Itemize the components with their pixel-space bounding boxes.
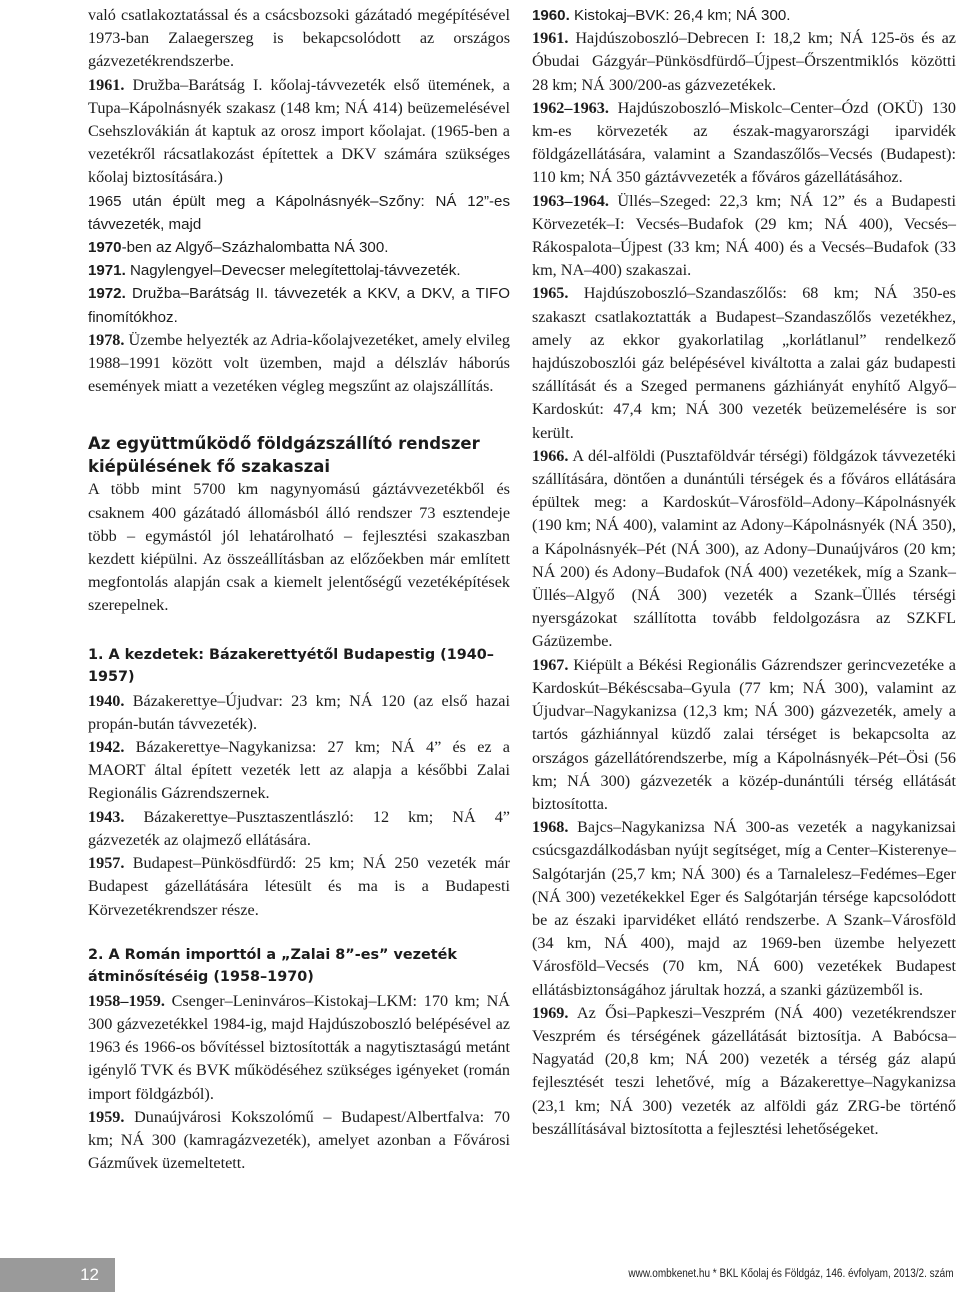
paragraph-1971 bbox=[88, 259, 510, 282]
paragraph-1970 bbox=[88, 236, 510, 259]
entry-text: Kiépült a Békési Regionális Gázrendszer gerincvezetéke a Kardoskút–Békéscsaba–Gyula (77 km; NÁ 300), valamint az Újudvar–Nagykanizsa (12,3 km; NÁ 300) gázvezeték, amely a tartós gázhiánnyal küzdő zalai térséget is bekapcsolta az országos gázellátórendszerbe, míg a Kápolnásnyék–Pét–Ösi (56 km; NÁ 300) gázvezeték a közép-dunántúli térség ellátását biztosította. bbox=[532, 655, 956, 813]
entry-text: Üzembe helyezték az Adria-kőolajvezetéket, amely elvileg 1988–1991 között volt üzemben, majd a délszláv háborús események miatt a vezetéken végleg megszűnt az olajszállítás. bbox=[88, 330, 510, 396]
entry-1965 bbox=[532, 282, 956, 444]
paragraph-1972 bbox=[88, 282, 510, 328]
subsection-heading-2: 2. A Román importtól a „Zalai 8”-es” vezeték átminősítéséig (1958–1970) bbox=[88, 946, 457, 985]
entry-1961 bbox=[532, 27, 956, 97]
entry-1963 bbox=[532, 190, 956, 283]
entry-text: Bajcs–Nagykanizsa NÁ 300-as vezeték a nagykanizsai csúcsgazdálkodásban nyújt segítséget, míg a Center–Kisterenye–Salgótarján (25,7 km; NÁ 300) és a Tarnalelesz–Fedémes–Eger (NÁ 300) vezetékekkel Eger és Salgótarján térsége kapcsolódott be az északi iparvidéket ellátó rendszerbe. A Szank–Városföld (34 km, NÁ 400), majd az 1969-ben üzembe helyezett Városföld–Vecsés (70 km, NÁ 600) vezetékek Budapest ellátásbiztonságához járultak hozzá, a szanki gázüzemből is. bbox=[532, 818, 956, 999]
entry-text: Csenger–Leninváros–Kistokaj–LKM: 170 km; NÁ 300 gázvezetékkel 1984-ig, majd Hajdúszoboszló belépésével az 1963 és 1966-os bővítéssel biztosították a nagytisztaságú metánt igénylő TVK és BVK működéséhez szükséges igényeket (román import földgázból). bbox=[88, 991, 510, 1103]
entry-1940 bbox=[88, 690, 510, 736]
entry-1960 bbox=[532, 4, 956, 27]
left-column bbox=[88, 4, 510, 1175]
entry-1957 bbox=[88, 852, 510, 922]
year-label: 1971. bbox=[88, 262, 126, 280]
entry-text: Hajdúszoboszló–Debrecen I: 18,2 km; NÁ 125-ös és az Óbudai Gázgyár–Pünkösdfürdő–Újpest–Őrszentmiklós közötti 28 km; NÁ 300/200-as gázvezetékek. bbox=[532, 29, 956, 94]
entry-text: Az Ősi–Papkeszi–Veszprém (NÁ 400) vezetékrendszer Veszprém és térségének gázellátását biztosítja. A Babócsa–Nagyatád (20,8 km; NÁ 200) vezeték a térség gáz alapú fejlesztését teszi lehetővé, míg a Bázakerettye–Nagykanizsa (23,1 km; NÁ 300) vezeték az alföldi gáz ZRG-be történő beszállításával biztosította a fejlesztési lehetőségeket. bbox=[532, 1003, 956, 1138]
paragraph-1961 bbox=[88, 74, 510, 190]
year-label: 1965. bbox=[532, 284, 569, 303]
intro-paragraph: A több mint 5700 km nagynyomású gáztávvezetékből és csaknem 400 gázátadó állomásból álló rendszer 73 esztendeje több – egymástól jól lehatárolható – fejlesztési szakaszban kezdett kiépülni. Az összeállításban az előzőekben már említett megfontolás alapján csak a kiemelt jelentőségű vezetéképítések szerepelnek. bbox=[88, 480, 510, 615]
entry-text: Budapest–Pünkösdfürdő: 25 km; NÁ 250 vezeték már Budapest gázellátására létesült és ma is a Budapesti Körvezetékrendszer része. bbox=[88, 854, 510, 919]
right-column bbox=[532, 4, 956, 1141]
year-label: 1957. bbox=[88, 854, 125, 873]
entry-1967 bbox=[532, 654, 956, 816]
entry-text: Bázakerettye–Újudvar: 23 km; NÁ 120 (az első hazai propán-bután távvezeték). bbox=[88, 691, 510, 733]
entry-text: Družba–Barátság II. távvezeték a KKV, a DKV, a TIFO finomítókhoz. bbox=[88, 285, 510, 326]
entry-1968 bbox=[532, 816, 956, 1002]
year-label: 1959. bbox=[88, 1107, 125, 1126]
page-number: 12 bbox=[0, 1258, 115, 1292]
year-label: 1943. bbox=[88, 807, 125, 826]
entry-text: Nagylengyel–Devecser melegítettolaj-távvezeték. bbox=[125, 262, 461, 280]
entry-text: Hajdúszoboszló–Szandaszőlős: 68 km; NÁ 350-es szakaszt csatlakoztatták a Budapest–Szandaszőlős vezetékhez, amely az ekkor gyakorlatilag „korlátlanul” rendelkező hajdúszoboszlói gáz belépésével kiváltotta a zalai gáz budapesti szállítását és a Szeged permanens gázhiányát enyhítő Algyő–Kardoskút: 47,4 km; NÁ 300 vezeték beüzemelésére is sor került. bbox=[532, 284, 956, 442]
year-label: 1969. bbox=[532, 1003, 569, 1022]
year-label: 1942. bbox=[88, 738, 125, 757]
entry-1958 bbox=[88, 990, 510, 1106]
year-label: 1961. bbox=[88, 75, 125, 94]
year-label: 1970 bbox=[88, 239, 122, 257]
entry-1962 bbox=[532, 97, 956, 190]
year-label: 1978. bbox=[88, 330, 125, 349]
entry-1943 bbox=[88, 806, 510, 852]
entry-1969 bbox=[532, 1002, 956, 1141]
entry-1959 bbox=[88, 1106, 510, 1176]
footer-citation: www.ombkenet.hu * BKL Kőolaj és Földgáz, 146. évfolyam, 2013/2. szám bbox=[628, 1266, 954, 1280]
entry-1966 bbox=[532, 445, 956, 654]
year-label: 1962–1963. bbox=[532, 98, 609, 117]
entry-text: Bázakerettye–Pusztaszentlászló: 12 km; NÁ 4” gázvezeték az olajmező ellátására. bbox=[88, 807, 510, 849]
subsection-heading-1: 1. A kezdetek: Bázakerettyétől Budapestig (1940–1957) bbox=[88, 646, 494, 685]
year-label: 1968. bbox=[532, 818, 569, 837]
year-label: 1966. bbox=[532, 446, 569, 465]
year-label: 1963–1964. bbox=[532, 191, 609, 210]
entry-text: A dél-alföldi (Pusztaföldvár térségi) földgázok távvezetéki szállítására, döntően a dunántúli térségek és a főváros ellátására épültek meg: a Kardoskút–Városföld–Adony–Kápolnásnyék (190 km; NÁ 400), valamint az Adony–Kápolnásnyék (NÁ 350), a Kápolnásnyék–Pét (NÁ 300), az Adony–Dunaújváros (20 km; NÁ 200) és Adony–Budafok (NÁ 400) vezetékek, míg a Szank–Üllés–Algyő (NÁ 300) vezeték a Szank–Üllés térségi nyersgázokat szállította tovább feldolgozásra az SZKFL Gázüzembe. bbox=[532, 446, 956, 651]
entry-text: Bázakerettye–Nagykanizsa: 27 km; NÁ 4” és ez a MAORT által épített vezeték lett az alapja a későbbi Zalai Regionális Gázrendszernek. bbox=[88, 738, 510, 803]
year-label: 1940. bbox=[88, 691, 125, 710]
section-heading: Az együttműködő földgázszállító rendszer kiépülésének fő szakaszai bbox=[88, 434, 480, 477]
year-label: 1960. bbox=[532, 7, 570, 24]
entry-text: Kistokaj–BVK: 26,4 km; NÁ 300. bbox=[569, 7, 791, 24]
paragraph: való csatlakoztatással és a csácsbozsoki gázátadó megépítésével 1973-ban Zalaegerszeg is bekapcsolódott az országos gázvezetékrendszerbe. bbox=[88, 6, 510, 71]
entry-text: Dunaújvárosi Kokszolómű – Budapest/Albertfalva: 70 km; NÁ 300 (kamragázvezeték), amelyet azonban a Fővárosi Gázművek üzemeltetett. bbox=[88, 1107, 510, 1173]
entry-text: Üllés–Szeged: 22,3 km; NÁ 12” és a Budapesti Körvezeték–I: Vecsés–Budafok (29 km; NÁ 400), Vecsés–Rákospalota–Újpest (33 km; NÁ 400) és a Vecsés–Budafok (33 km, NA–400) szakaszai. bbox=[532, 191, 956, 280]
entry-1942 bbox=[88, 736, 510, 806]
year-label: 1967. bbox=[532, 655, 569, 674]
paragraph-1965: 1965 után épült meg a Kápolnásnyék–Szőny: NÁ 12”-es távvezeték, majd bbox=[88, 192, 510, 233]
entry-text: Hajdúszoboszló–Miskolc–Center–Ózd (OKÜ) 130 km-es körvezeték az észak-magyarországi iparvidék földgázellátására, valamint a Szandaszőlős–Vecsés (Budapest): 110 km; NÁ 350 gáztávvezeték a főváros gázellátásához. bbox=[532, 98, 956, 187]
paragraph-1978 bbox=[88, 329, 510, 399]
entry-text: Družba–Barátság I. kőolaj-távvezeték első ütemének, a Tupa–Kápolnásnyék szakasz (148 km; NÁ 414) beüzemelésével Csehszlovákián át kaptuk az orosz import kőolajat. (1965-ben a vezetékről rácsatlakozást építettek a DKV számára szükséges kőolaj biztosítására.) bbox=[88, 75, 510, 187]
entry-text: -ben az Algyő–Százhalombatta NÁ 300. bbox=[121, 239, 389, 257]
year-label: 1972. bbox=[88, 285, 126, 303]
year-label: 1958–1959. bbox=[88, 991, 165, 1010]
year-label: 1961. bbox=[532, 29, 569, 48]
